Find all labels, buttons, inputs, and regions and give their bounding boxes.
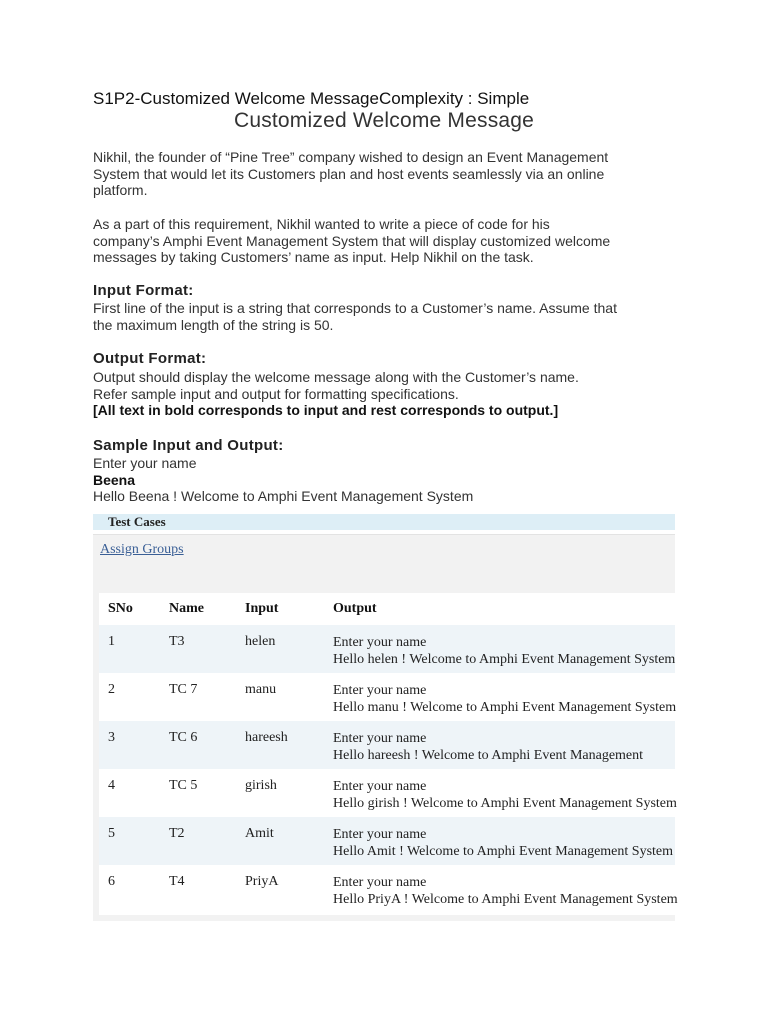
cell-input: PriyA	[245, 874, 279, 889]
sample-block	[93, 455, 693, 505]
cell-input: helen	[245, 634, 276, 649]
cell-output-line: Enter your name	[333, 875, 427, 890]
cell-output-line: Hello manu ! Welcome to Amphi Event Management System	[333, 700, 677, 715]
input-format-text	[93, 300, 693, 333]
output-format-line: Output should display the welcome message along with the Customer’s name.	[93, 369, 579, 385]
column-header-sno: SNo	[108, 601, 133, 616]
cell-output-line: Enter your name	[333, 683, 427, 698]
cell-output	[333, 730, 643, 764]
cell-input: Amit	[245, 826, 274, 841]
test-cases-label: Test Cases	[108, 514, 166, 529]
sample-prompt: Enter your name	[93, 455, 197, 471]
column-header-name: Name	[169, 601, 204, 616]
sample-output: Hello Beena ! Welcome to Amphi Event Management System	[93, 488, 474, 504]
table-row	[99, 673, 675, 721]
requirement-line: company’s Amphi Event Management System that will display customized welcome	[93, 232, 611, 249]
intro-line: Nikhil, the founder of “Pine Tree” company wished to design an Event Management	[93, 149, 609, 165]
cell-output	[333, 826, 673, 860]
page-title: Customized Welcome Message	[233, 109, 535, 132]
cell-output-line: Enter your name	[333, 635, 427, 650]
document-header: S1P2-Customized Welcome MessageComplexity : Simple	[93, 89, 530, 108]
sample-input: Beena	[93, 471, 136, 488]
cell-output-line: Hello girish ! Welcome to Amphi Event Management System	[333, 796, 677, 811]
sample-heading: Sample Input and Output:	[93, 437, 284, 454]
cell-output-line: Enter your name	[333, 731, 427, 746]
table-row	[99, 817, 675, 865]
cell-name: TC 6	[169, 730, 198, 745]
cell-output	[333, 874, 678, 908]
output-format-text	[93, 369, 693, 419]
cell-input: hareesh	[245, 730, 288, 745]
output-format-heading: Output Format:	[93, 350, 207, 367]
test-cases-table	[99, 593, 678, 915]
cell-sno: 5	[108, 826, 115, 841]
cell-output	[333, 778, 677, 812]
cell-sno: 2	[108, 682, 115, 697]
output-format-line: Refer sample input and output for formatting specifications.	[93, 385, 459, 402]
cell-input: manu	[245, 682, 277, 697]
cell-sno: 3	[108, 730, 115, 745]
output-format-note: [All text in bold corresponds to input and rest corresponds to output.]	[93, 402, 559, 418]
cell-output-line: Hello helen ! Welcome to Amphi Event Management System	[333, 652, 676, 667]
cell-name: T4	[169, 874, 185, 889]
cell-output-line: Hello Amit ! Welcome to Amphi Event Management System	[333, 844, 674, 859]
column-header-input: Input	[245, 601, 279, 616]
cell-name: TC 7	[169, 682, 198, 697]
cell-sno: 6	[108, 874, 115, 889]
assign-groups-link[interactable]: Assign Groups	[100, 542, 184, 557]
input-format-line: First line of the input is a string that corresponds to a Customer’s name. Assume that	[93, 300, 617, 316]
intro-line: System that would let its Customers plan and host events seamlessly via an online	[93, 165, 605, 182]
intro-line: platform.	[93, 182, 148, 198]
input-format-heading: Input Format:	[93, 282, 194, 299]
table-row	[99, 721, 675, 769]
cell-input: girish	[245, 778, 277, 793]
table-row	[99, 769, 675, 817]
intro-paragraph	[93, 149, 693, 199]
cell-name: TC 5	[169, 778, 198, 793]
column-header-output: Output	[333, 601, 377, 616]
cell-name: T3	[169, 634, 185, 649]
cell-name: T2	[169, 826, 185, 841]
table-row	[99, 865, 678, 913]
requirement-line: messages by taking Customers’ name as input. Help Nikhil on the task.	[93, 249, 534, 265]
table-row	[99, 625, 675, 673]
cell-sno: 4	[108, 778, 115, 793]
test-cases-header-band	[93, 514, 675, 530]
cell-output	[333, 682, 676, 716]
cell-output-line: Enter your name	[333, 827, 427, 842]
cell-sno: 1	[108, 634, 115, 649]
cell-output-line: Hello hareesh ! Welcome to Amphi Event Management	[333, 748, 644, 763]
cell-output-line: Hello PriyA ! Welcome to Amphi Event Management System	[333, 892, 678, 907]
requirement-paragraph	[93, 216, 693, 266]
cell-output-line: Enter your name	[333, 779, 427, 794]
input-format-line: the maximum length of the string is 50.	[93, 316, 334, 333]
cell-output	[333, 634, 675, 668]
requirement-line: As a part of this requirement, Nikhil wanted to write a piece of code for his	[93, 216, 550, 232]
